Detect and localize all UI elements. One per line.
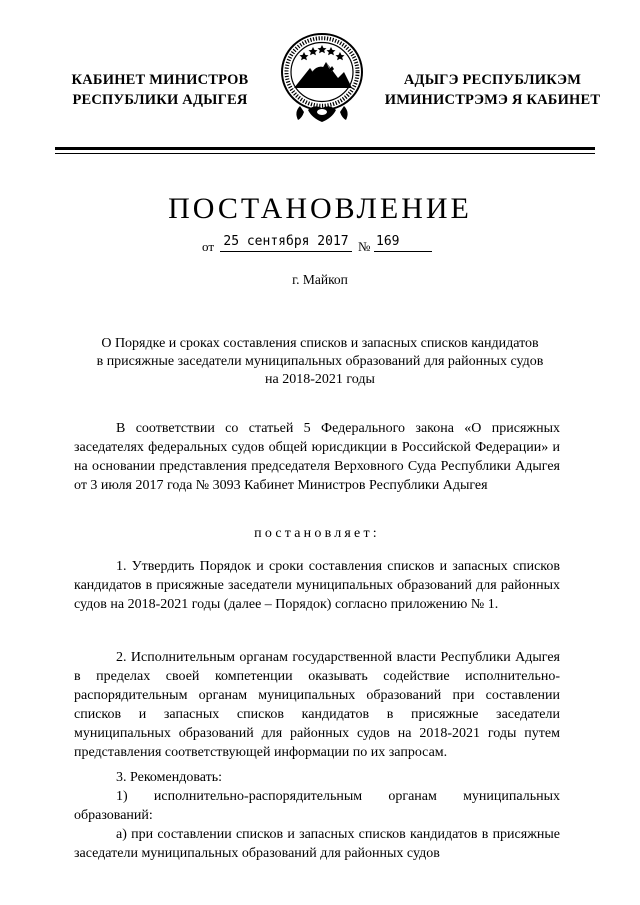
header-divider-thin bbox=[55, 153, 595, 154]
coat-of-arms-adygea-icon bbox=[272, 28, 372, 140]
resolves-block bbox=[74, 524, 560, 543]
number-prefix: № bbox=[358, 239, 371, 254]
item-3-paragraph: 3. Рекомендовать: bbox=[116, 770, 222, 785]
header-right-block bbox=[380, 70, 605, 110]
date-value: 25 сентября 2017 bbox=[220, 233, 352, 252]
item-1-block bbox=[74, 557, 560, 614]
item-3-1a-paragraph: а) при составлении списков и запасных списков кандидатов в присяжные заседатели муниципальных образований для районных судов bbox=[74, 827, 560, 861]
header-divider-thick bbox=[55, 147, 595, 150]
resolves-text: постановляет: bbox=[254, 526, 380, 541]
header-left-line1: КАБИНЕТ МИНИСТРОВ bbox=[71, 72, 249, 88]
date-prefix: от bbox=[202, 239, 215, 254]
item-3-1-paragraph: 1) исполнительно-распорядительным органам муниципальных образований: bbox=[74, 789, 560, 823]
item-3-block bbox=[74, 768, 560, 863]
preamble-block bbox=[74, 419, 560, 495]
document-title: ПОСТАНОВЛЕНИЕ bbox=[168, 192, 472, 225]
subject-line3: на 2018-2021 годы bbox=[265, 372, 375, 387]
header-right-line2: ИМИНИСТРЭМЭ Я КАБИНЕТ bbox=[384, 92, 601, 108]
item-1-paragraph: 1. Утвердить Порядок и сроки составления списков и запасных списков кандидатов в присяжные заседатели муниципальных образований для районных судов на 2018-2021 годы (далее – Порядок) согласно приложению № 1. bbox=[74, 559, 560, 612]
number-value: 169 bbox=[374, 233, 432, 252]
city: г. Майкоп bbox=[292, 272, 348, 287]
item-2-paragraph: 2. Исполнительным органам государственной власти Республики Адыгея в пределах своей компетенции оказывать содействие исполнительно-распорядительным органам муниципальных образований при составлении списков и запасных списков кандидатов в присяжные заседатели муниципальных образований для районных судов на 2018-2021 годы путем представления соответствующей информации по их запросам. bbox=[74, 650, 560, 760]
preamble-paragraph: В соответствии со статьей 5 Федерального закона «О присяжных заседателях федеральных судов общей юрисдикции в Российской Федерации» и на основании представления председателя Верховного Суда Республики Адыгея от 3 июля 2017 года № 3093 Кабинет Министров Республики Адыгея bbox=[74, 421, 560, 493]
header-right-line1: АДЫГЭ РЕСПУБЛИКЭМ bbox=[403, 72, 582, 88]
header-left-line2: РЕСПУБЛИКИ АДЫГЕЯ bbox=[72, 92, 248, 108]
header-left-block bbox=[60, 70, 260, 110]
subject-line2: в присяжные заседатели муниципальных образований для районных судов bbox=[96, 354, 544, 369]
subject-line1: О Порядке и сроках составления списков и запасных списков кандидатов bbox=[101, 336, 539, 351]
subject-heading bbox=[70, 335, 570, 389]
item-2-block bbox=[74, 648, 560, 762]
